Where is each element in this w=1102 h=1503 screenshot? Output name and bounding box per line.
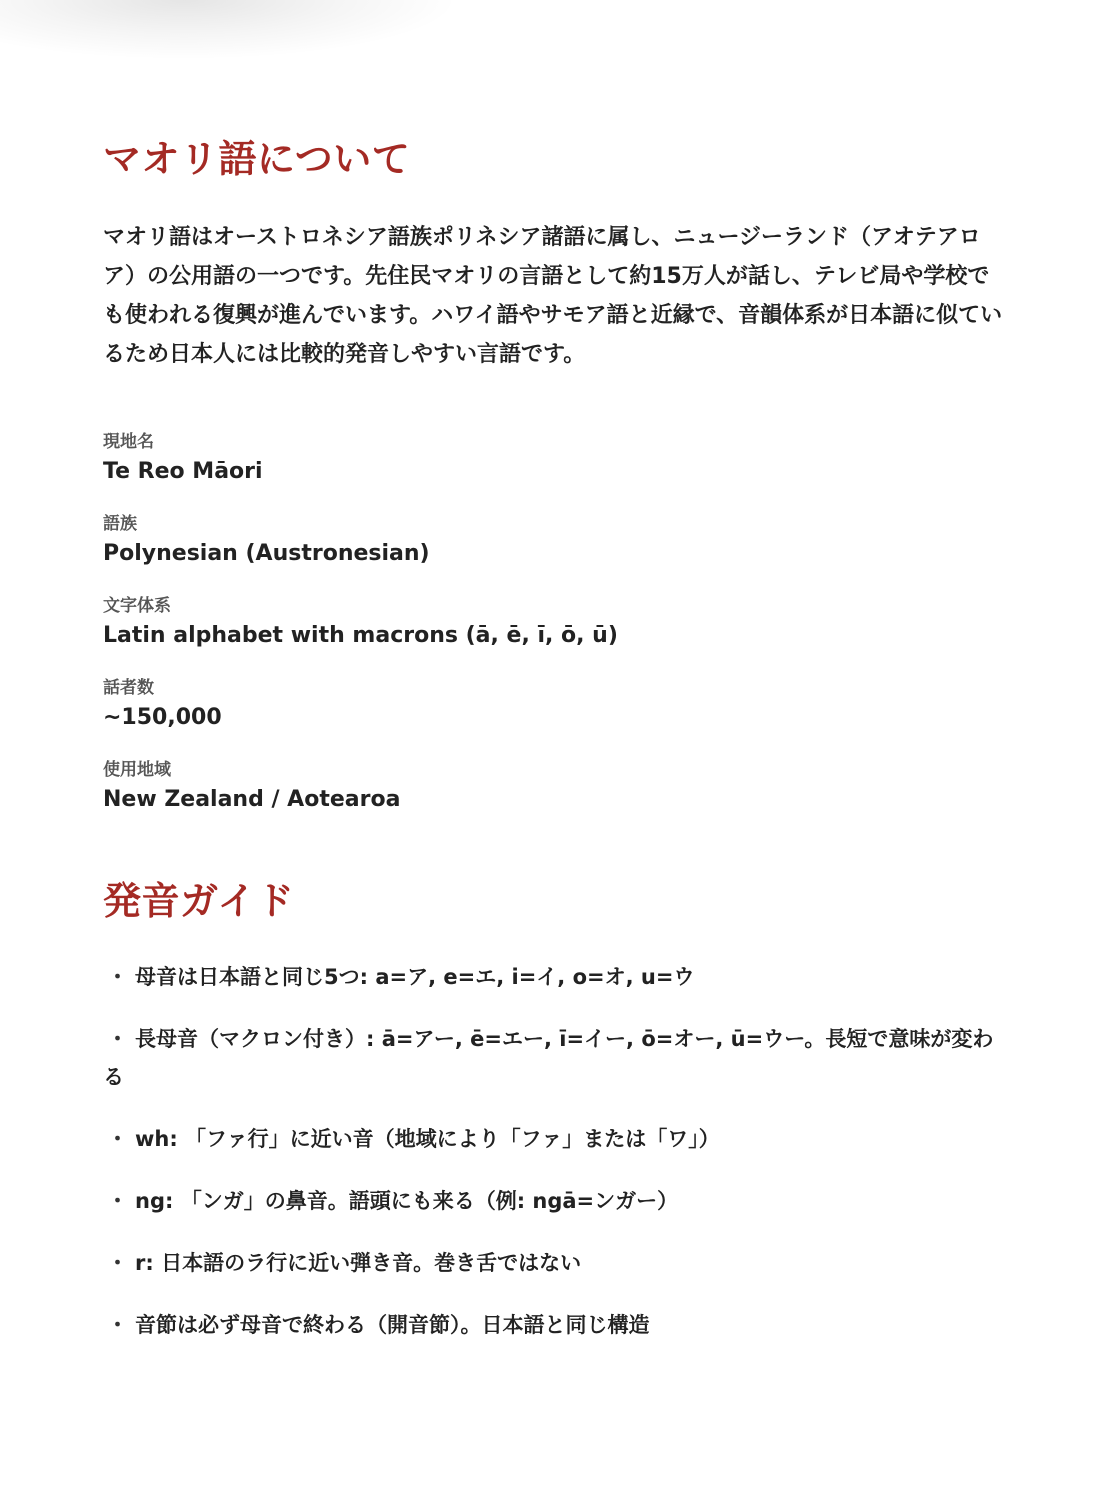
guide-item-text: 母音は日本語と同じ5つ: a=ア, e=エ, i=イ, o=オ, u=ウ <box>135 965 695 989</box>
guide-item-text: r: 日本語のラ行に近い弾き音。巻き舌ではない <box>135 1251 582 1275</box>
guide-item-ng <box>103 1182 1003 1220</box>
pronunciation-guide-title: 発音ガイド <box>103 879 295 923</box>
guide-item-syllables <box>103 1306 1003 1344</box>
fact-speakers <box>103 674 1003 756</box>
pronunciation-guide-list <box>103 958 1003 1368</box>
about-description: マオリ語はオーストロネシア語族ポリネシア諸語に属し、ニュージーランド（アオテアロア）の公用語の一つです。先住民マオリの言語として約15万人が話し、テレビ局や学校でも使われる復興が進んでいます。ハワイ語やサモア語と近縁で、音韻体系が日本語に似ているため日本人には比較的発音しやすい言語です。 <box>103 225 1003 367</box>
fact-language-family <box>103 510 1003 592</box>
fact-label: 使用地域 <box>103 760 171 780</box>
guide-item-r <box>103 1244 1003 1282</box>
fact-label: 語族 <box>103 514 137 534</box>
guide-item-text: 長母音（マクロン付き）: ā=アー, ē=エー, ī=イー, ō=オー, ū=ウー。長短で意味が変わる <box>103 1027 994 1089</box>
guide-item-text: wh: 「ファ行」に近い音（地域により「ファ」または「ワ」） <box>135 1127 720 1151</box>
guide-item-text: ng: 「ンガ」の鼻音。語頭にも来る（例: ngā=ンガー） <box>135 1189 679 1213</box>
bullet-icon: ・ <box>107 1189 128 1213</box>
bullet-icon: ・ <box>107 965 128 989</box>
fact-value: Polynesian (Austronesian) <box>103 541 430 566</box>
fact-value: ~150,000 <box>103 705 222 730</box>
fact-label: 話者数 <box>103 678 154 698</box>
fact-native-name <box>103 428 1003 510</box>
fact-region <box>103 756 1003 838</box>
guide-item-text: 音節は必ず母音で終わる（開音節）。日本語と同じ構造 <box>135 1313 650 1337</box>
fact-label: 文字体系 <box>103 596 171 616</box>
bullet-icon: ・ <box>107 1251 128 1275</box>
fact-value: New Zealand / Aotearoa <box>103 787 401 812</box>
bullet-icon: ・ <box>107 1127 128 1151</box>
guide-item-long-vowels <box>103 1020 1003 1096</box>
bullet-icon: ・ <box>107 1313 128 1337</box>
fact-label: 現地名 <box>103 432 154 452</box>
bullet-icon: ・ <box>107 1027 128 1051</box>
guide-item-wh <box>103 1120 1003 1158</box>
fact-value: Te Reo Māori <box>103 459 263 484</box>
guide-item-vowels <box>103 958 1003 996</box>
fact-value: Latin alphabet with macrons (ā, ē, ī, ō, ū) <box>103 623 618 648</box>
fact-writing-system <box>103 592 1003 674</box>
language-facts-list <box>103 428 1003 838</box>
about-section-title: マオリ語について <box>103 137 411 181</box>
page-corner-shadow <box>0 0 460 60</box>
